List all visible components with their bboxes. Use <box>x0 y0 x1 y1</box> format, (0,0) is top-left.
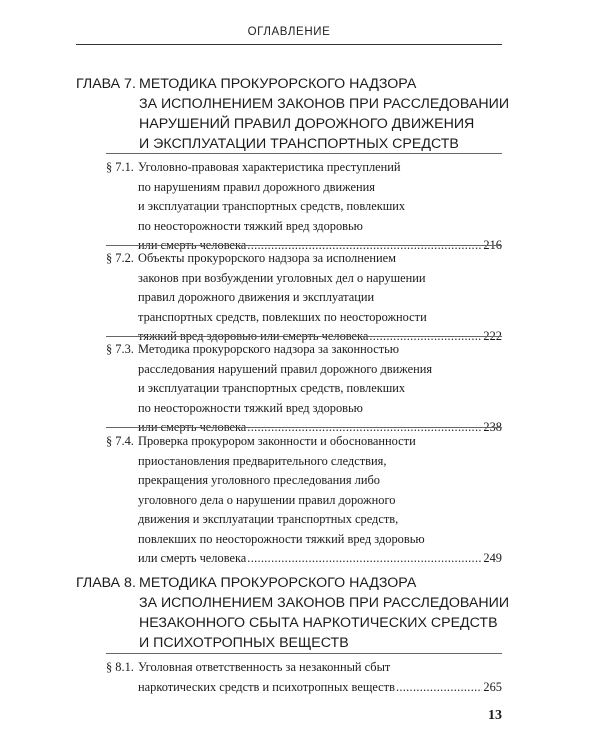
page-number: 13 <box>488 708 502 723</box>
section-title-line: и эксплуатации транспортных средств, повлекших <box>138 381 406 395</box>
chapter-title <box>139 74 519 154</box>
page-reference[interactable]: 238 <box>483 420 502 434</box>
section-title-line: расследования нарушений правил дорожного движения <box>138 361 433 376</box>
chapter-title-line: И ЭКСПЛУАТАЦИИ ТРАНСПОРТНЫХ СРЕДСТВ <box>139 136 459 152</box>
section-title <box>138 432 502 569</box>
section-last-line <box>138 678 502 698</box>
section-title-line: повлекших по неосторожности тяжкий вред здоровью <box>138 531 425 546</box>
page-reference[interactable]: 222 <box>483 329 502 343</box>
section-title-line: тяжкий вред здоровью или смерть человека <box>138 329 369 343</box>
section-title-line: прекращения уголовного преследования либо <box>138 473 380 487</box>
dot-leader <box>247 549 482 569</box>
section-title-line: законов при возбуждении уголовных дел о нарушении <box>138 270 426 285</box>
section-title-line: правил дорожного движения и эксплуатации <box>138 290 375 304</box>
section-title-line: наркотических средств и психотропных веществ <box>138 679 395 694</box>
dot-leader <box>396 678 482 698</box>
section-title-line: или смерть человека <box>138 238 247 252</box>
section-title-line: Объекты прокурорского надзора за исполнением <box>138 251 396 265</box>
section-number: § 7.1. <box>106 160 134 174</box>
chapter-title-line: И ПСИХОТРОПНЫХ ВЕЩЕСТВ <box>139 635 349 651</box>
section-title <box>138 249 502 347</box>
chapter-title-line: ЗА ИСПОЛНЕНИЕМ ЗАКОНОВ ПРИ РАССЛЕДОВАНИИ <box>139 595 510 611</box>
chapter-title-line: НАРУШЕНИЙ ПРАВИЛ ДОРОЖНОГО ДВИЖЕНИЯ <box>139 116 475 132</box>
section-title-line: приостановления предварительного следствия, <box>138 453 387 468</box>
chapter-title-line: ЗА ИСПОЛНЕНИЕМ ЗАКОНОВ ПРИ РАССЛЕДОВАНИИ <box>139 96 510 112</box>
section-divider <box>106 427 502 428</box>
running-header: ОГЛАВЛЕНИЕ <box>247 26 331 38</box>
section-divider <box>106 336 502 337</box>
section-title-line: транспортных средств, повлекших по неосторожности <box>138 309 427 324</box>
chapter-title <box>139 573 519 653</box>
chapter-label: ГЛАВА 7. <box>76 76 136 92</box>
section-title-line: или смерть человека <box>138 551 247 565</box>
section-divider <box>106 153 502 154</box>
chapter-title-line: МЕТОДИКА ПРОКУРОРСКОГО НАДЗОРА <box>139 575 417 591</box>
chapter-title-line: НЕЗАКОННОГО СБЫТА НАРКОТИЧЕСКИХ СРЕДСТВ <box>139 615 498 631</box>
section-title-line: по неосторожности тяжкий вред здоровью <box>138 400 363 415</box>
section-divider <box>106 653 502 654</box>
chapter-label: ГЛАВА 8. <box>76 575 136 591</box>
section-title <box>138 340 502 438</box>
section-title-line: уголовного дела о нарушении правил дорожного <box>138 492 396 507</box>
section-title-line: или смерть человека <box>138 420 247 434</box>
page-reference[interactable]: 265 <box>483 679 502 694</box>
section-title-line: движения и эксплуатации транспортных средств, <box>138 512 399 526</box>
section-divider <box>106 245 502 246</box>
header-rule <box>76 44 502 45</box>
section-number: § 7.2. <box>106 251 134 265</box>
section-number: § 7.4. <box>106 434 134 448</box>
section-title-line: Проверка прокурором законности и обоснованности <box>138 434 416 448</box>
section-last-line <box>138 549 502 569</box>
chapter-title-line: МЕТОДИКА ПРОКУРОРСКОГО НАДЗОРА <box>139 76 417 92</box>
section-title-line: Уголовно-правовая характеристика преступлений <box>138 160 401 174</box>
section-number: § 8.1. <box>106 660 134 674</box>
section-title-line: и эксплуатации транспортных средств, повлекших <box>138 199 406 213</box>
section-title-line: Методика прокурорского надзора за законностью <box>138 342 400 356</box>
section-title <box>138 658 502 697</box>
page-reference[interactable]: 216 <box>483 238 502 252</box>
section-title-line: по неосторожности тяжкий вред здоровью <box>138 218 363 233</box>
page-reference[interactable]: 249 <box>483 551 502 565</box>
section-number: § 7.3. <box>106 342 134 356</box>
section-title-line: Уголовная ответственность за незаконный сбыт <box>138 660 391 674</box>
section-title-line: по нарушениям правил дорожного движения <box>138 179 375 194</box>
section-title <box>138 158 502 256</box>
